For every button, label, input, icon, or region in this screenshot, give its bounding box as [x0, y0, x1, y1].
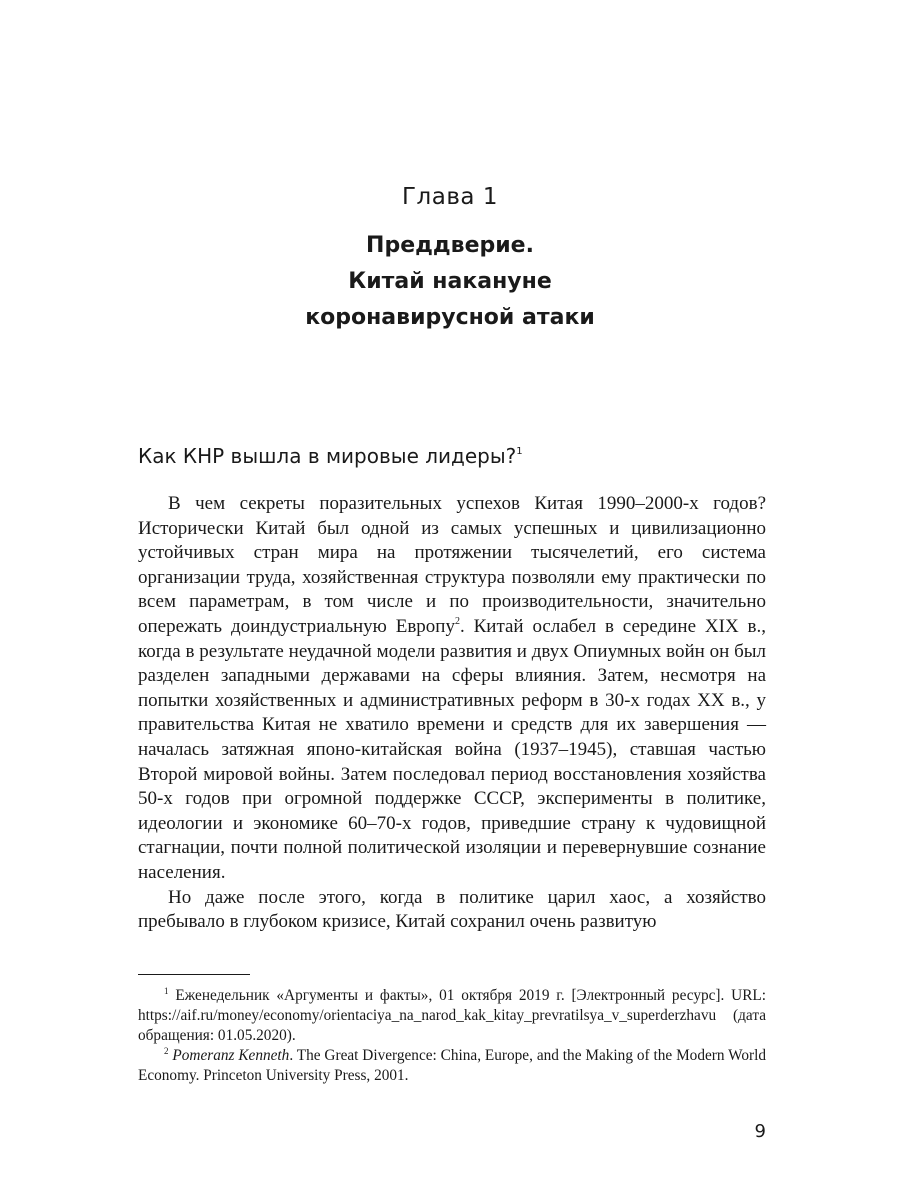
- paragraph: [138, 492, 766, 886]
- chapter-title-line: Китай накануне: [348, 269, 552, 294]
- footnote-author: Pomeranz Kenneth: [172, 1047, 290, 1064]
- section-heading-text: Как КНР вышла в мировые лидеры?: [138, 444, 517, 468]
- chapter-label: Глава 1: [402, 184, 498, 210]
- chapter-title-line: Преддверие.: [366, 233, 534, 258]
- footnotes: [138, 986, 766, 1086]
- paragraph-text: . Китай ослабел в середине XIX в., когда в результате неудачной модели развития и двух Опиумных войн он был разделен западными державами на сферы влияния. Затем, несмотря на попытки хозяйственных и административных реформ в 30-х годах XX в., у правительства Китая не хватило времени и средств для их завершения — началась затяжная японо-китайская война (1937–1945), ставшая частью Второй мировой войны. Затем последовал период восстановления хозяйства 50-х годов при огромной поддержке СССР, эксперименты в политике, идеологии и экономике 60–70-х годов, приведшие страну к чудовищной стагнации, почти полной политической изоляции и перевернувшие сознание населения.: [138, 615, 767, 883]
- footnote-text: . The Great Divergence: China, Europe, and the Making of the Modern World Economy. Princeton University Press, 2001.: [138, 1047, 766, 1084]
- footnote: [138, 1046, 766, 1086]
- footnote-ref: 2: [454, 615, 460, 627]
- footnote-number: 1: [164, 986, 169, 996]
- page-number: 9: [754, 1121, 766, 1142]
- footnote-ref: 1: [516, 446, 523, 457]
- body-text: [138, 492, 766, 935]
- footnote-divider: [138, 974, 250, 975]
- footnote-text: Еженедельник «Аргументы и факты», 01 октября 2019 г. [Электронный ресурс]. URL: https://aif.ru/money/economy/orientaciya_na_narod_kak_kitay_prevratilsya_v_superderzhavu (дата обращения: 01.05.2020).: [138, 987, 766, 1044]
- footnote-number: 2: [164, 1046, 169, 1056]
- footnote: [138, 986, 766, 1046]
- section-heading: [138, 444, 523, 468]
- paragraph: Но даже после этого, когда в политике царил хаос, а хозяйство пребывало в глубоком кризисе, Китай сохранил очень развитую: [138, 886, 766, 933]
- chapter-title-line: коронавирусной атаки: [305, 305, 595, 330]
- chapter-title: [0, 228, 900, 336]
- paragraph-text: В чем секреты поразительных успехов Китая 1990–2000-х годов? Исторически Китай был одной из самых успешных и цивилизационно устойчивых стран мира на протяжении тысячелетий, его система организации труда, хозяйственная структура позволяли ему практически по всем параметрам, в том числе и по производительности, значительно опережать доиндустриальную Европу: [138, 493, 766, 637]
